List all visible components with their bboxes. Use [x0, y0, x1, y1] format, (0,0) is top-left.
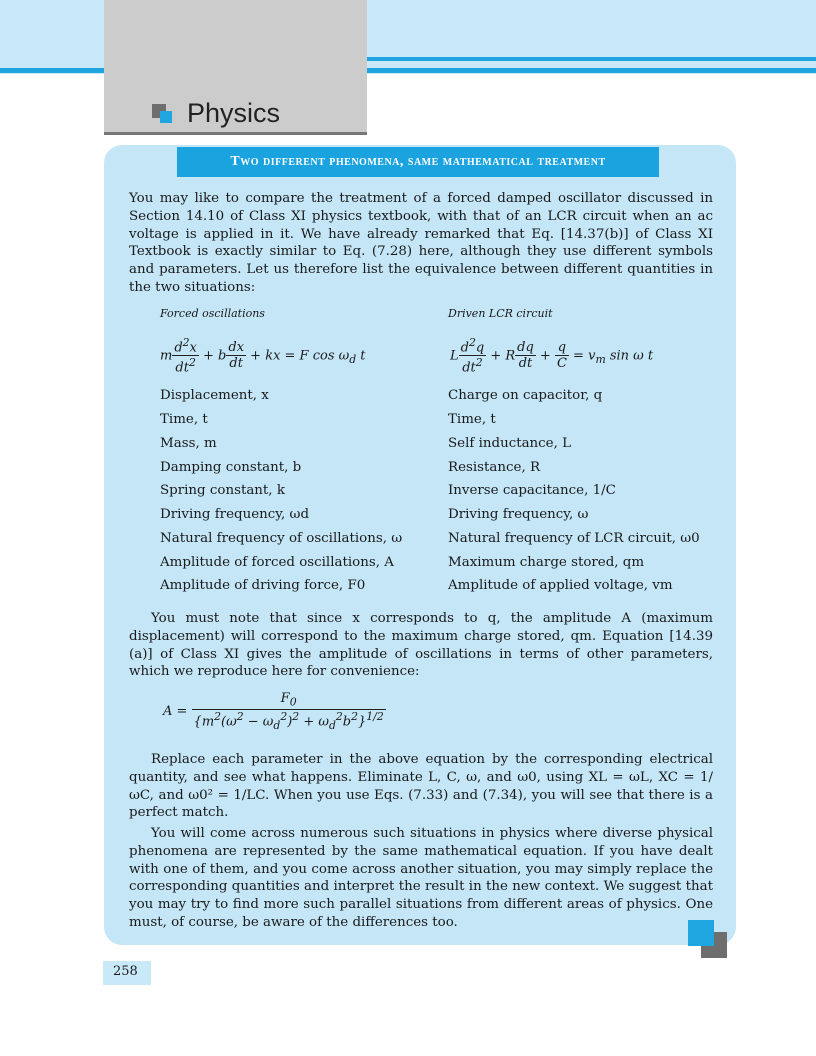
left-quantity: Damping constant, b [160, 460, 302, 475]
right-quantity: Amplitude of applied voltage, vm [448, 578, 673, 593]
right-quantity: Resistance, R [448, 460, 541, 475]
oscillator-equation: m $\frac{d^2x}{dt^2}$ + b $\frac{dx}{dt}$ + kx = F $\cos \omega_d$ t [160, 336, 366, 376]
box-title: Two different phenomena, same mathematical treatment [177, 147, 659, 177]
intro-paragraph: You may like to compare the treatment of a forced damped oscillator discussed in Section 14.10 of Class XI physics textbook, with that of an LCR circuit when an ac voltage is applied in it. We have already remarked that Eq. [14.37(b)] of Class XI Textbook is exactly similar to Eq. (7.28) here, although they use different symbols and parameters. Let us therefore list the equivalence between different quantities in the two situations: [129, 191, 713, 295]
left-quantity: Amplitude of forced oscillations, A [160, 555, 394, 570]
right-quantity: Driving frequency, ω [448, 507, 589, 522]
right-quantity: Charge on capacitor, q [448, 388, 603, 403]
page-number: 258 [113, 964, 138, 979]
paragraph-3: Replace each parameter in the above equation by the corresponding electrical quantity, and see what happens. Eliminate L, C, ω, and ω0, using XL = ωL, XC = 1/ωC, and ω0² = 1/LC. When you use Eqs. (7.33) and (7.34), you will see that there is a perfect match. [129, 752, 713, 821]
logo-square-icon [160, 111, 172, 123]
right-quantity: Self inductance, L [448, 436, 572, 451]
paragraph-2: You must note that since x corresponds to q, the amplitude A (maximum displacement) will correspond to the maximum charge stored, qm. Equation [14.39 (a)] of Class XI gives the amplitude of oscillations in terms of other parameters, which we reproduce here for convenience: [129, 611, 713, 680]
column-heading-left: Forced oscillations [160, 307, 265, 320]
left-quantity: Spring constant, k [160, 483, 285, 498]
header-stripe [0, 68, 104, 73]
left-quantity: Amplitude of driving force, F0 [160, 578, 366, 593]
right-quantity: Time, t [448, 412, 496, 427]
paragraph-4: You will come across numerous such situations in physics where diverse physical phenomena are represented by the same mathematical equation. If you have dealt with one of them, and you come across another situation, you may simply replace the corresponding quantities and interpret the result in the new context. We suggest that you may try to find more such parallel situations from different areas of physics. One must, of course, be aware of the differences too. [129, 826, 713, 930]
left-quantity: Mass, m [160, 436, 217, 451]
header-stripe [366, 68, 816, 73]
header-stripe [366, 57, 816, 61]
right-quantity: Inverse capacitance, 1/C [448, 483, 616, 498]
right-quantity: Natural frequency of LCR circuit, ω0 [448, 531, 700, 546]
chapter-title: Physics [187, 98, 281, 128]
left-quantity: Time, t [160, 412, 208, 427]
header-rule [104, 132, 367, 135]
column-heading-right: Driven LCR circuit [448, 307, 553, 320]
corner-square-icon [688, 920, 714, 946]
left-quantity: Driving frequency, ωd [160, 507, 310, 522]
lcr-equation: L $\frac{d^2q}{dt^2}$ + R $\frac{dq}{dt}$ + $\frac{q}{C}$ = $v_m$ sin ω t [450, 336, 654, 376]
right-quantity: Maximum charge stored, qm [448, 555, 645, 570]
left-quantity: Natural frequency of oscillations, ω [160, 531, 403, 546]
left-quantity: Displacement, x [160, 388, 269, 403]
amplitude-formula: A = $\frac{F_0}{\{m^2(\omega^2 - \omega_d^2)^2 + \omega_d^2b^2\}^{1/2}}$ [163, 691, 384, 732]
